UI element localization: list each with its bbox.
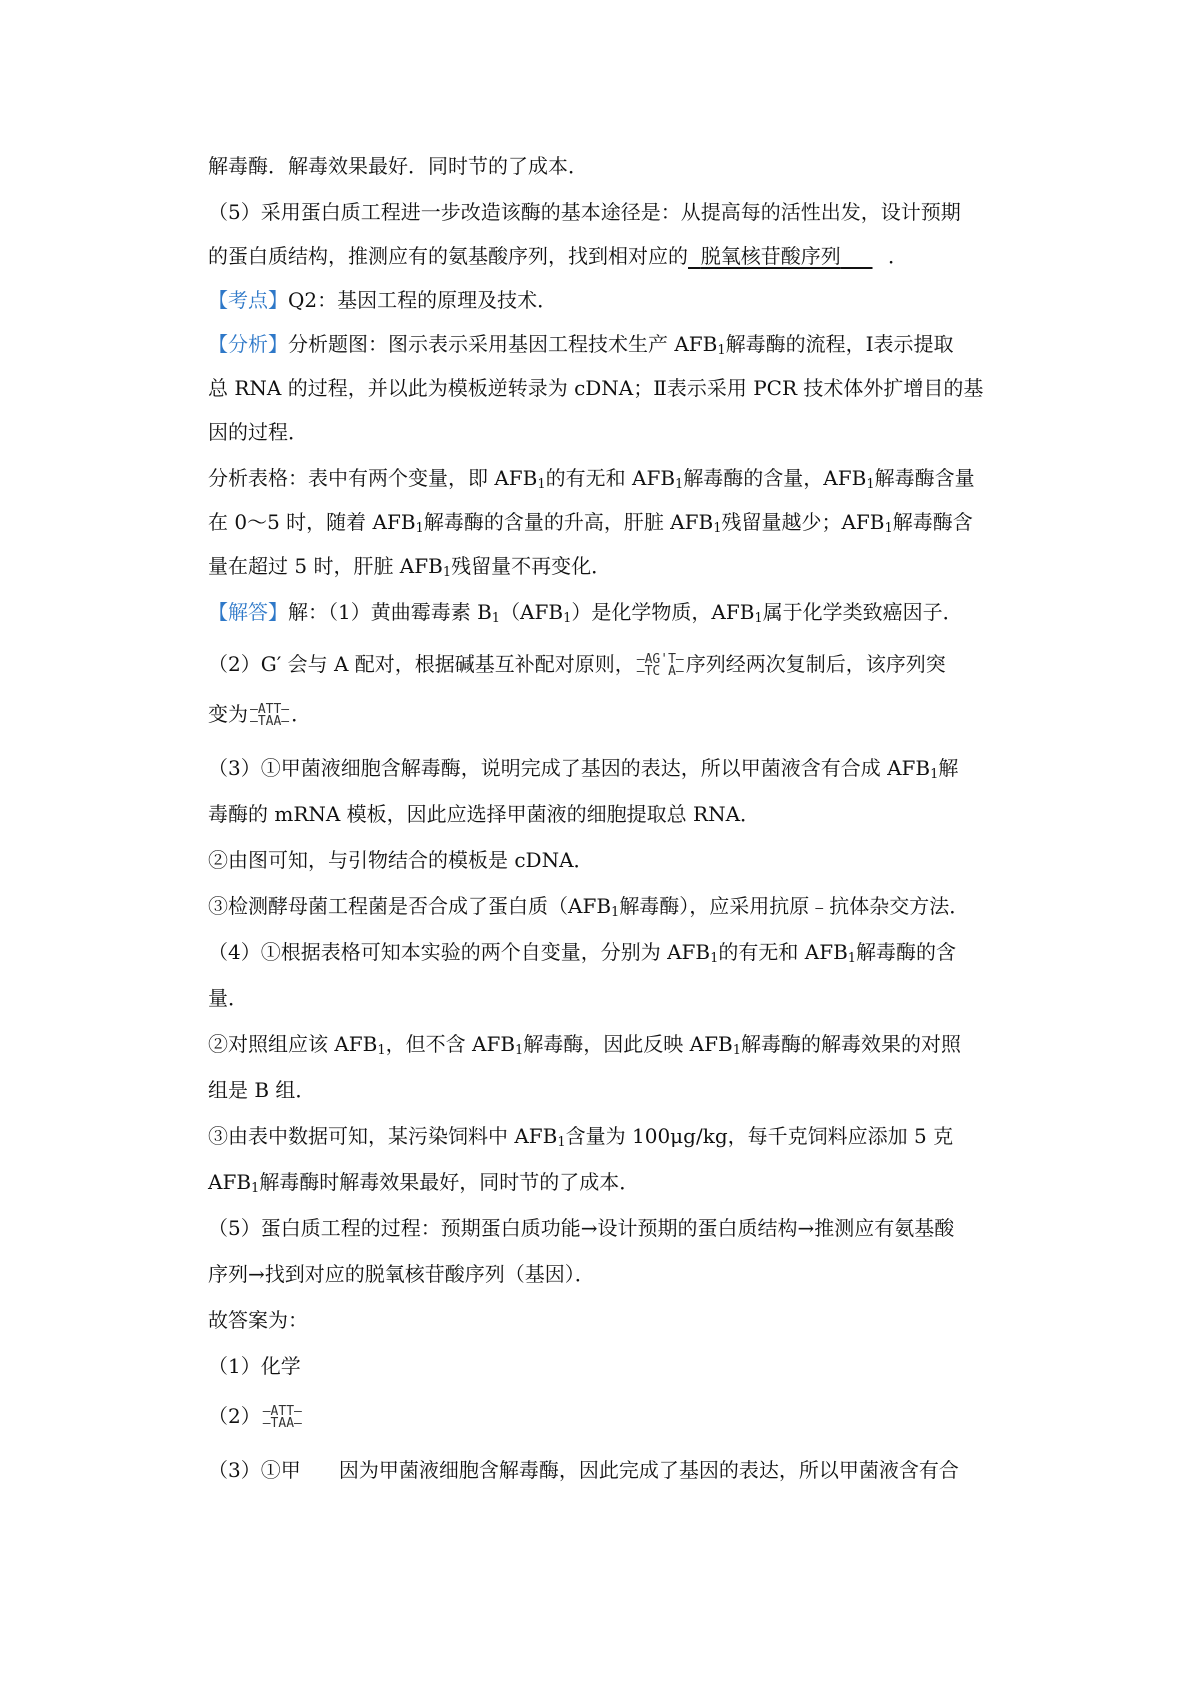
text-span: 因为甲菌液细胞含解毒酶，因此完成了基因的表达，所以甲菌液含有合 [338,1458,959,1482]
text-span: 分析表格：表中有两个变量，即 AFB [208,466,538,490]
text-span: ②对照组应该 AFB [208,1032,378,1056]
text-span: （2） [208,1404,261,1428]
underlined-answer [688,242,888,270]
text-span: 的有无和 AFB [718,940,848,964]
subscript: 1 [754,611,763,626]
text-span: 解毒酶的含量，AFB [683,466,867,490]
text-span: 组是 B 组． [208,1078,316,1102]
text-line [208,892,1028,920]
text-span: 因的过程． [208,420,308,444]
text-span: （5）采用蛋白质工程进一步改造该酶的基本途径是：从提高每的活性出发，设计预期 [208,200,961,224]
seq-top-strand: —ATT— [250,701,290,717]
text-span: 解毒酶．解毒效果最好．同时节的了成本． [208,154,588,178]
subscript: 1 [710,951,719,966]
text-span: 残留量越少；AFB [721,510,885,534]
text-line [208,1076,1028,1104]
text-line [208,1214,1028,1242]
text-span: 解毒酶，因此反映 AFB [523,1032,733,1056]
text-line [208,1260,1028,1288]
answer-text: 脱氧核苷酸序列 [700,244,841,268]
text-span: AFB [208,1170,252,1194]
section-tag: 【考点】 [208,288,288,312]
text-span: 属于化学类致癌因子． [762,600,963,624]
subscript: 1 [537,477,546,492]
subscript: 1 [847,951,857,966]
text-line [208,330,1028,358]
text-span: 故答案为： [208,1308,308,1332]
section-tag: 【分析】 [208,332,288,356]
text-span: 含量为 100μg/kg，每千克饲料应添加 5 克 [565,1124,954,1148]
text-line [208,984,1028,1012]
text-line [208,846,1028,874]
text-span: 毒酶的 mRNA 模板，因此应选择甲菌液的细胞提取总 RNA． [208,802,761,826]
text-span: 解毒酶含量 [874,466,975,490]
text-line [208,1456,1028,1484]
text-span: ）是化学物质，AFB [571,600,755,624]
text-span: ③由表中数据可知，某污染饲料中 AFB [208,1124,558,1148]
text-line [208,1402,1028,1430]
text-line [208,552,1028,580]
text-span: 解：（1）黄曲霉毒素 B [288,600,492,624]
subscript: 1 [884,521,893,536]
text-span: （1）化学 [208,1354,301,1378]
text-line [208,1168,1028,1196]
subscript: 1 [415,521,424,536]
text-span: 解毒酶含 [892,510,973,534]
text-span: 解毒酶），应采用抗原﹣抗体杂交方法． [619,894,970,918]
text-span: ②由图可知，与引物结合的模板是 cDNA． [208,848,594,872]
text-span: 的蛋白质结构，推测应有的氨基酸序列，找到相对应的 [208,244,688,268]
subscript: 1 [377,1043,386,1058]
text-span: 序列→找到对应的脱氧核苷酸序列（基因）． [208,1262,595,1286]
text-line [208,464,1028,492]
text-span: 残留量不再变化． [451,554,612,578]
section-tag: 【解答】 [208,600,288,624]
text-span: 序列经两次复制后，该序列突 [685,652,946,676]
text-line [208,1352,1028,1380]
text-line [208,598,1028,626]
text-line [208,700,1028,728]
seq-top-strand: —AG'T— [636,651,684,667]
subscript: 1 [515,1043,524,1058]
text-span: 量． [208,986,248,1010]
subscript: 1 [251,1181,260,1196]
text-line [208,286,1028,314]
dna-sequence-original [636,651,684,679]
subscript: 1 [717,343,726,358]
text-span: （3）①甲 [208,1458,301,1482]
text-span: ，但不含 AFB [385,1032,516,1056]
text-span: 解毒酶的流程，Ⅰ表示提取 [725,332,954,356]
text-span: （4）①根据表格可知本实验的两个自变量，分别为 AFB [208,940,711,964]
text-line [208,800,1028,828]
text-span: （2）G′ 会与 A 配对，根据碱基互补配对原则， [208,652,635,676]
text-span: 在 0～5 时，随着 AFB [208,510,416,534]
seq-bottom-strand: —TC A— [636,663,684,679]
seq-bottom-strand: —TAA— [250,713,290,729]
text-line [208,938,1028,966]
subscript: 1 [491,611,501,626]
text-span: ． [888,244,908,268]
text-span: （3）①甲菌液细胞含解毒酶，说明完成了基因的表达，所以甲菌液含有合成 AFB [208,756,931,780]
text-line [208,754,1028,782]
subscript: 1 [866,477,875,492]
text-span: 解毒酶的解毒效果的对照 [740,1032,961,1056]
text-line [208,1306,1028,1334]
subscript: 1 [930,767,939,782]
text-line [208,1030,1028,1058]
dna-sequence-answer [262,1403,302,1431]
text-span: 解毒酶的含量的升高，肝脏 AFB [423,510,714,534]
text-span: 分析题图：图示表示采用基因工程技术生产 AFB [288,332,718,356]
subscript: 1 [611,905,620,920]
text-span: 解毒酶的含 [856,940,957,964]
seq-bottom-strand: —TAA— [262,1415,302,1431]
subscript: 1 [732,1043,741,1058]
text-span: （AFB [500,600,564,624]
text-line [208,650,1028,678]
text-span: 的有无和 AFB [545,466,676,490]
text-span: 变为 [208,702,248,726]
text-span: Q2：基因工程的原理及技术． [288,288,558,312]
subscript: 1 [557,1135,566,1150]
subscript: 1 [563,611,572,626]
dna-sequence-mutated [250,701,290,729]
text-span: ③检测酵母菌工程菌是否合成了蛋白质（AFB [208,894,612,918]
subscript: 1 [713,521,722,536]
text-line [208,374,1028,402]
text-line [208,242,1028,270]
text-span: 总 RNA 的过程，并以此为模板逆转录为 cDNA；Ⅱ表示采用 PCR 技术体外扩增目的基 [208,376,984,400]
text-line [208,1122,1028,1150]
text-line [208,418,1028,446]
seq-top-strand: —ATT— [262,1403,302,1419]
subscript: 1 [442,565,452,580]
text-line [208,198,1028,226]
text-line [208,508,1028,536]
text-span: ． [291,702,312,726]
text-line [208,152,1028,180]
text-span: 量在超过 5 时，肝脏 AFB [208,554,443,578]
subscript: 1 [675,477,684,492]
text-span: 解 [938,756,959,780]
text-span: （5）蛋白质工程的过程：预期蛋白质功能→设计预期的蛋白质结构→推测应有氨基酸 [208,1216,955,1240]
text-span: 解毒酶时解毒效果最好，同时节的了成本． [259,1170,640,1194]
